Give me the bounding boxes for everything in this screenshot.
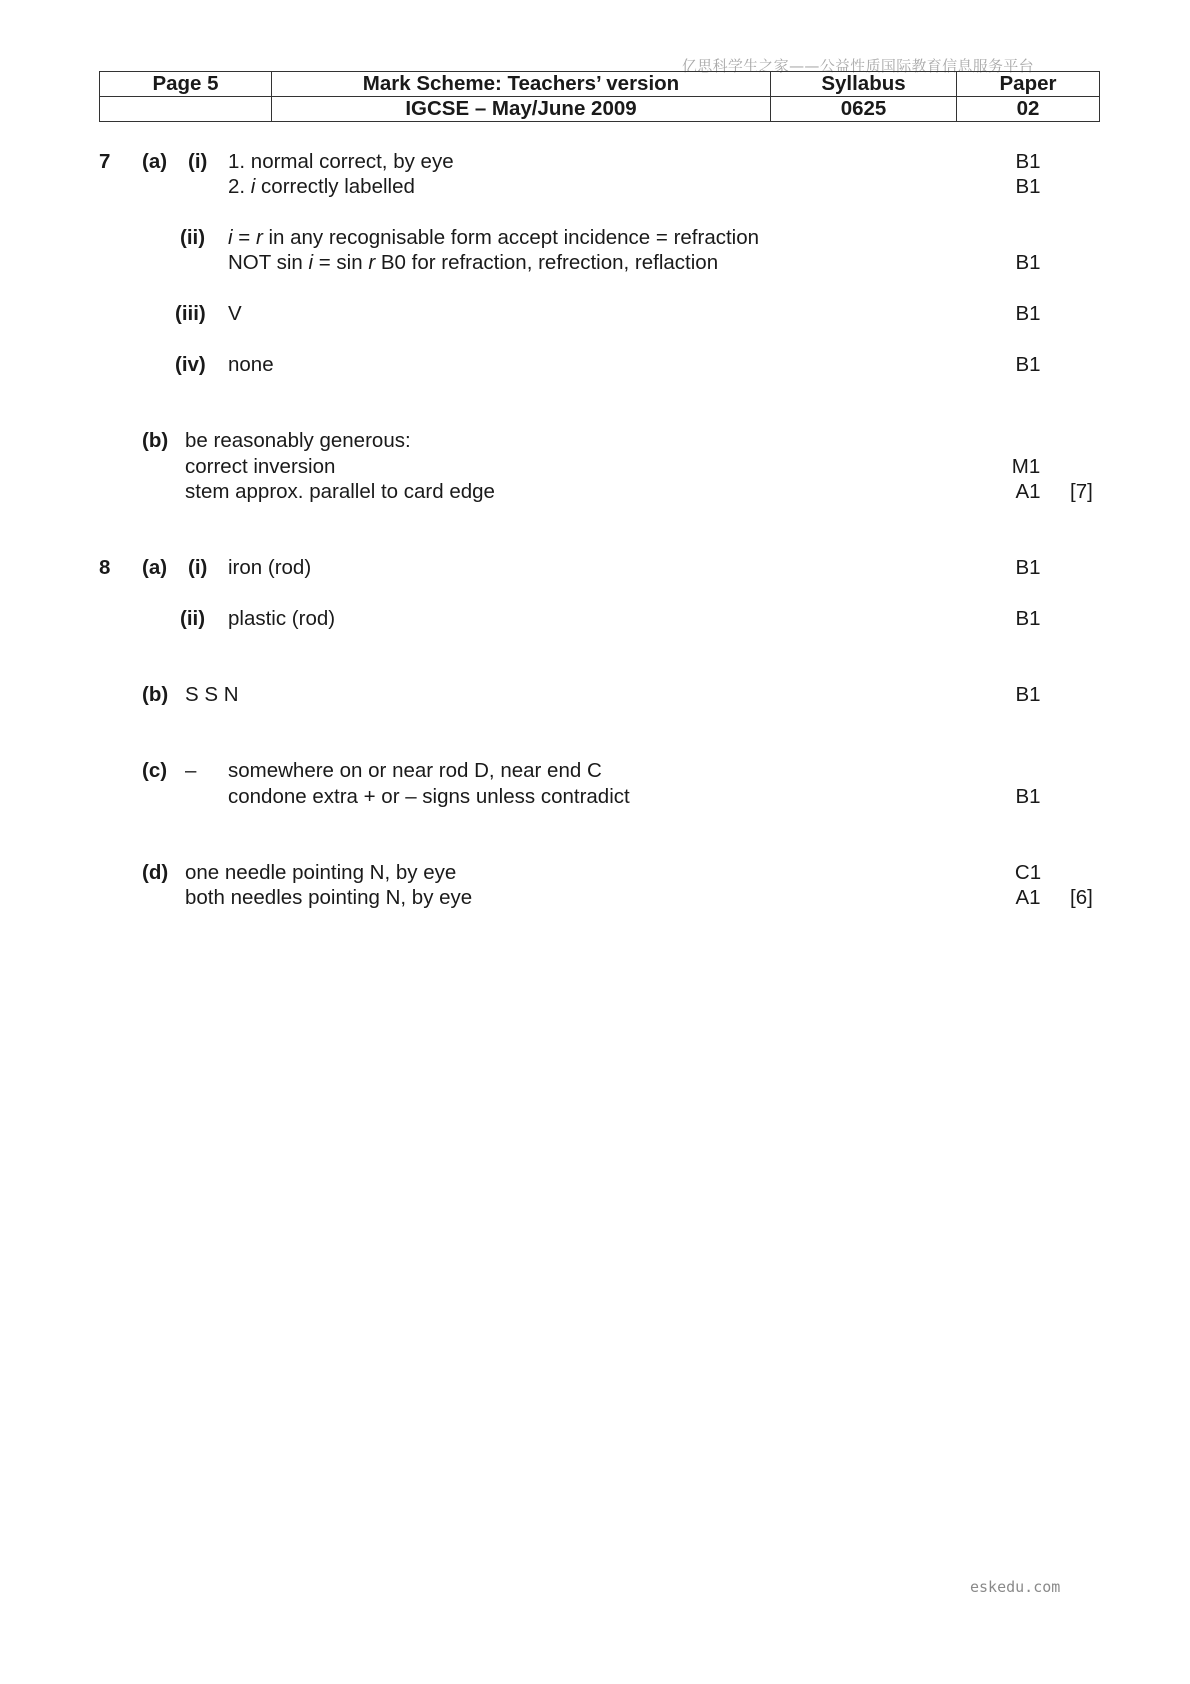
header-syllabus-code: 0625 [771, 97, 957, 122]
answer-line: V [228, 302, 242, 325]
answer-line [228, 175, 415, 199]
answer-line: stem approx. parallel to card edge [185, 480, 495, 503]
text-fragment: B0 for refraction, refrection, reflaction [375, 251, 719, 274]
answer-line: none [228, 353, 274, 376]
mark-code: B1 [1015, 302, 1041, 325]
header-paper-number: 02 [957, 97, 1100, 122]
mark-code: B1 [1015, 556, 1041, 579]
part-label: (c) [142, 759, 168, 782]
answer-line: somewhere on or near rod D, near end C [228, 759, 602, 782]
mark-code: C1 [1014, 861, 1042, 884]
answer-line: both needles pointing N, by eye [185, 886, 473, 909]
math-variable: r [368, 251, 376, 274]
text-fragment: correctly labelled [255, 175, 415, 198]
header-page: Page 5 [100, 72, 272, 97]
watermark-text: 亿思科学生之家——公益性质国际教育信息服务平台 [682, 57, 1034, 75]
total-marks: [6] [1070, 886, 1093, 909]
answer-line: S S N [185, 683, 239, 706]
part-label: (d) [142, 861, 169, 884]
answer-line: one needle pointing N, by eye [185, 861, 457, 884]
header-row-1 [100, 72, 1100, 97]
mark-code: B1 [1015, 353, 1041, 376]
math-variable: i [250, 175, 256, 198]
header-syllabus-label: Syllabus [771, 72, 957, 97]
mark-code: A1 [1015, 886, 1041, 909]
question-number: 8 [99, 556, 111, 579]
part-label: (b) [142, 429, 169, 452]
answer-line [228, 251, 718, 275]
math-variable: i [308, 251, 314, 274]
mark-code: A1 [1015, 480, 1041, 503]
answer-line: condone extra + or – signs unless contradict [228, 785, 630, 808]
mark-code: B1 [1015, 175, 1041, 198]
part-label: (b) [142, 683, 169, 706]
header-title: Mark Scheme: Teachers’ version [272, 72, 771, 97]
total-marks: [7] [1070, 480, 1093, 503]
mark-code: B1 [1015, 150, 1041, 173]
answer-line: 1. normal correct, by eye [228, 150, 454, 173]
answer-line: correct inversion [185, 455, 336, 478]
answer-bullet: – [185, 759, 197, 782]
mark-code: M1 [1011, 455, 1041, 478]
answer-line: iron (rod) [228, 556, 312, 579]
subpart-label: (iv) [175, 353, 206, 376]
mark-code: B1 [1015, 785, 1041, 808]
part-label: (a) [142, 556, 168, 579]
math-variable: r [255, 226, 263, 249]
answer-line: plastic (rod) [228, 607, 336, 630]
text-fragment: in any recognisable form accept incidence = refraction [262, 226, 760, 249]
text-fragment: = sin [313, 251, 369, 274]
answer-line [228, 226, 759, 250]
question-number: 7 [99, 150, 111, 173]
text-fragment: = [232, 226, 256, 249]
header-table [99, 71, 1100, 122]
subpart-label: (i) [188, 150, 208, 173]
subpart-label: (iii) [175, 302, 206, 325]
subpart-label: (i) [188, 556, 208, 579]
mark-code: B1 [1015, 251, 1041, 274]
subpart-label: (ii) [180, 607, 206, 630]
mark-code: B1 [1015, 607, 1041, 630]
mark-code: B1 [1015, 683, 1041, 706]
header-paper-label: Paper [957, 72, 1100, 97]
text-fragment: NOT sin [228, 251, 309, 274]
header-exam-session: IGCSE – May/June 2009 [272, 97, 771, 122]
footer-site-text: eskedu.com [970, 1578, 1061, 1596]
part-label: (a) [142, 150, 168, 173]
answer-line: be reasonably generous: [185, 429, 411, 452]
subpart-label: (ii) [180, 226, 206, 249]
header-row-2 [100, 97, 1100, 122]
math-variable: i [228, 226, 233, 249]
text-fragment: 2. [228, 175, 251, 198]
header-empty-cell [100, 97, 272, 122]
